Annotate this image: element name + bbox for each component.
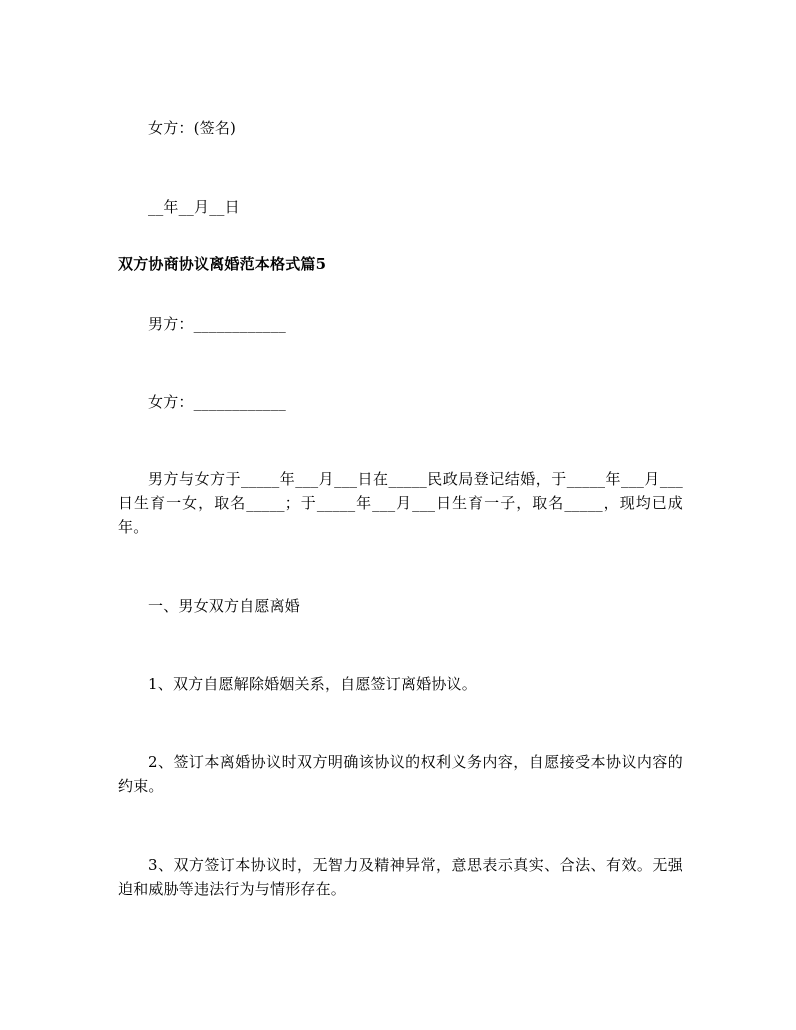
female-field: 女方：____________	[148, 393, 287, 411]
clause-item-3: 3、双方签订本协议时，无智力及精神异常，意思表示真实、合法、有效。无强迫和威胁等违法行为与情形存在。	[118, 856, 683, 898]
clause-one-title: 一、男女双方自愿离婚	[148, 597, 301, 615]
male-field: 男方：____________	[148, 315, 287, 333]
date-line: __年__月__日	[148, 198, 240, 216]
clause-item-1: 1、双方自愿解除婚姻关系，自愿签订离婚协议。	[148, 675, 477, 693]
female-signature-line: 女方：(签名)	[148, 119, 237, 137]
section-title: 双方协商协议离婚范本格式篇5	[118, 255, 327, 273]
clause-item-2: 2、签订本离婚协议时双方明确该协议的权利义务内容，自愿接受本协议内容的约束。	[118, 753, 683, 795]
intro-paragraph: 男方与女方于_____年___月___日在_____民政局登记结婚，于_____年___月___日生育一女，取名_____；于_____年___月___日生育一子，取名_____，现均已成年。	[118, 470, 683, 536]
